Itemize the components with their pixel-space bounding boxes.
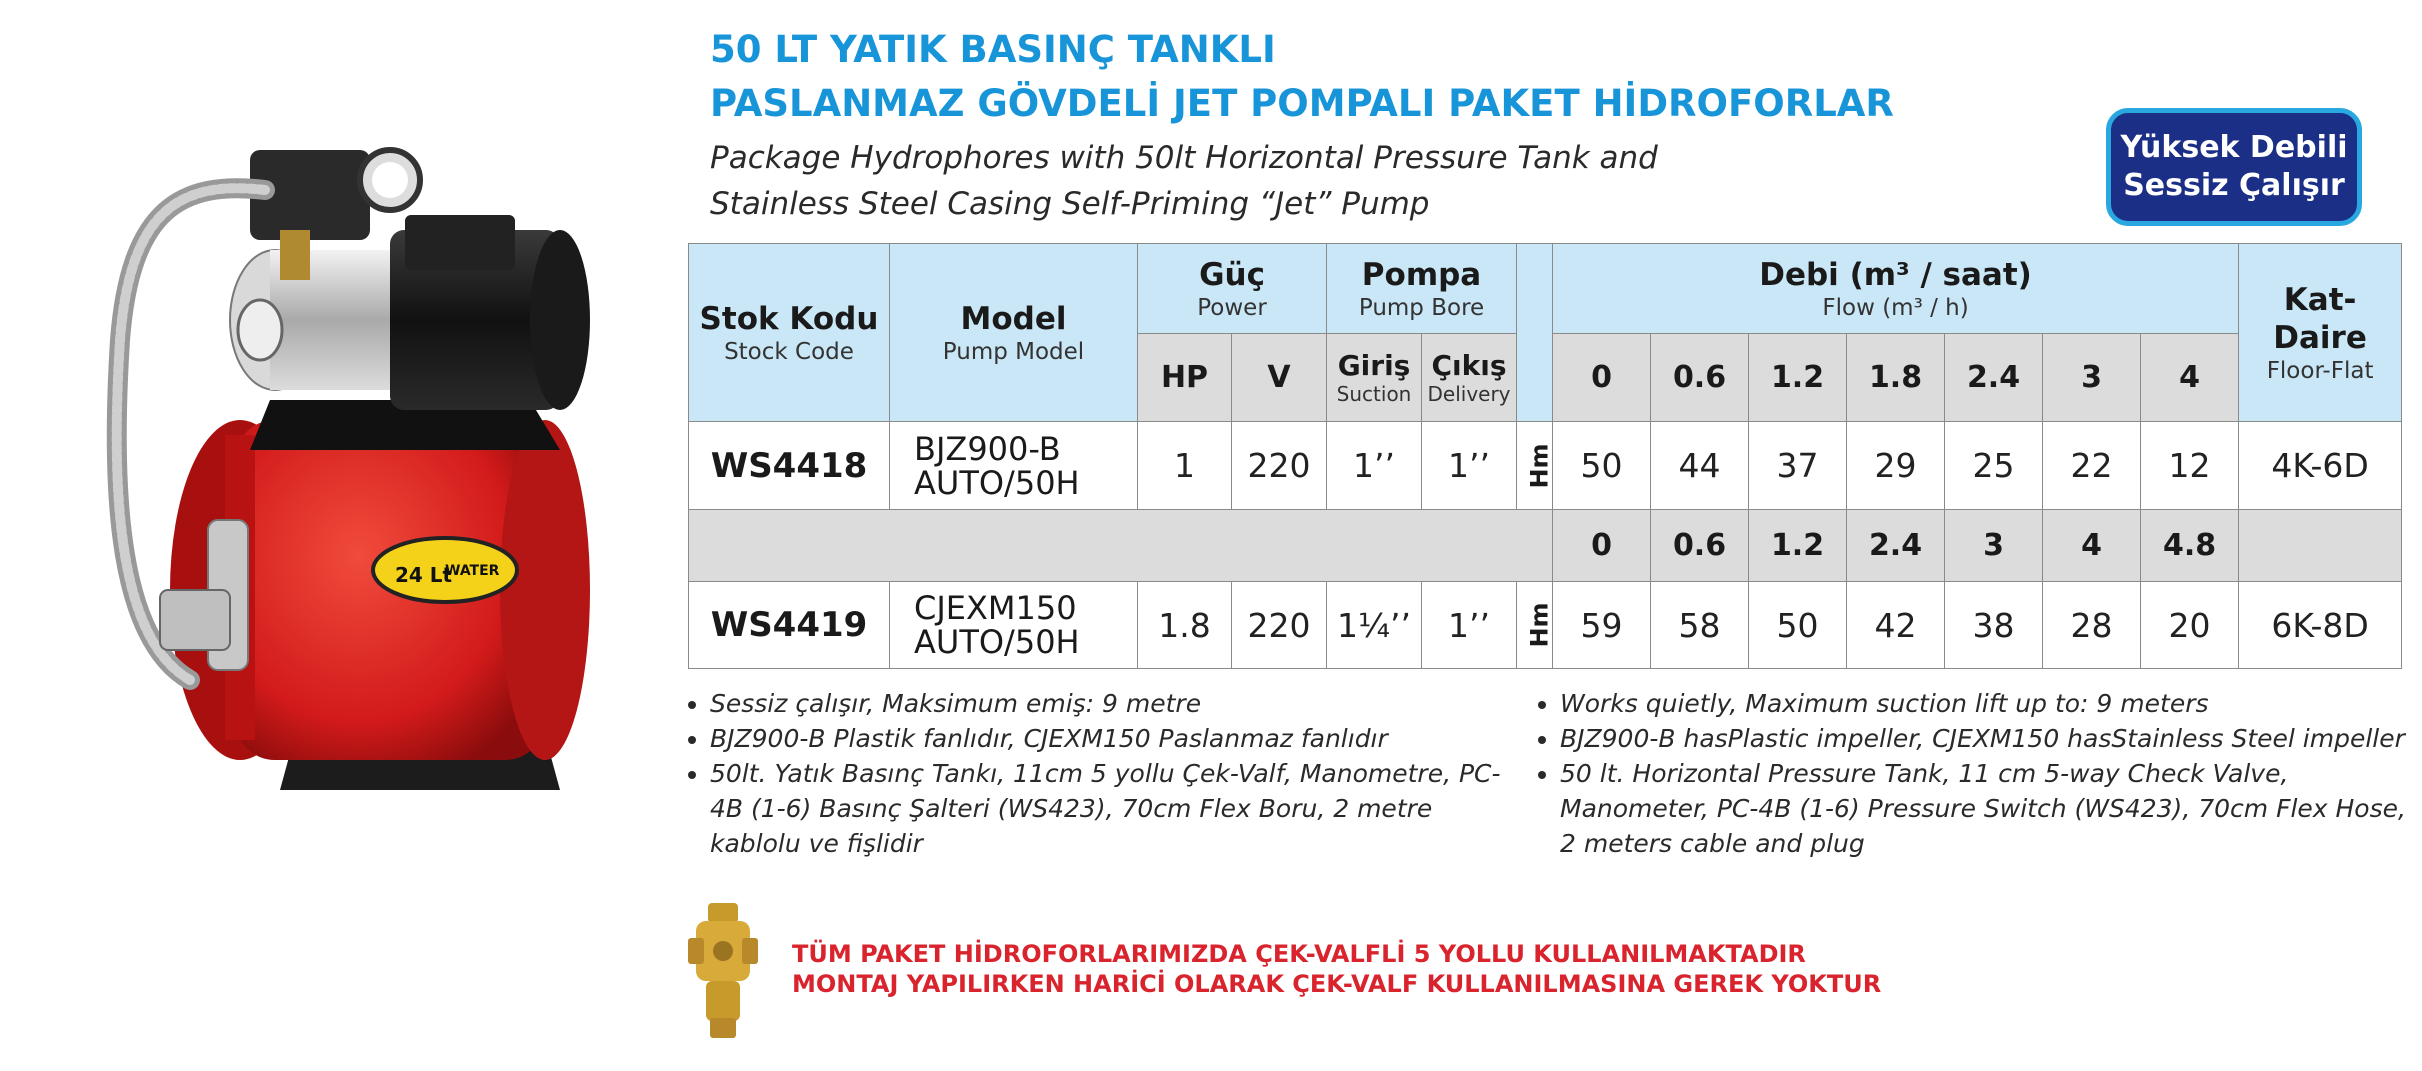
flow-header-spacer (689, 510, 1553, 582)
head-cell: 50 (1553, 422, 1651, 510)
head-cell: 58 (1651, 582, 1749, 669)
header-spacer (1517, 244, 1553, 422)
flow-header-cell: 0.6 (1651, 334, 1749, 422)
inlet-cell: 1¼’’ (1327, 582, 1422, 669)
flow-header-spacer (2239, 510, 2402, 582)
model-cell: BJZ900-B AUTO/50H (890, 422, 1138, 510)
header-outlet: Çıkış Delivery (1422, 334, 1517, 422)
note-item: • Works quietly, Maximum suction lift up to: 9 meters (1560, 686, 2408, 721)
spec-table (688, 243, 2402, 669)
tank-capacity-label: 24 Lt (395, 563, 453, 587)
note-item: • Sessiz çalışır, Maksimum emiş: 9 metre (710, 686, 1518, 721)
feature-badge (2106, 108, 2362, 226)
flow-header-cell: 0.6 (1651, 510, 1749, 582)
hm-label: Hm (1517, 582, 1553, 669)
head-cell: 50 (1749, 582, 1847, 669)
outlet-cell: 1’’ (1422, 422, 1517, 510)
flow-header-cell: 3 (1945, 510, 2043, 582)
page-title-line1: 50 LT YATIK BASINÇ TANKLI (710, 28, 1276, 71)
header-stock-code: Stok Kodu Stock Code (689, 244, 890, 422)
check-valve-image (688, 903, 758, 1038)
header-flow: Debi (m³ / saat) Flow (m³ / h) (1553, 244, 2239, 334)
voltage-cell: 220 (1232, 422, 1327, 510)
head-cell: 12 (2141, 422, 2239, 510)
flow-header-cell: 2.4 (1945, 334, 2043, 422)
header-v: V (1232, 334, 1327, 422)
flow-header-cell: 3 (2043, 334, 2141, 422)
floor-flat-cell: 4K-6D (2239, 422, 2402, 510)
notes-english (1538, 686, 2408, 861)
flow-header-cell: 1.2 (1749, 334, 1847, 422)
head-cell: 38 (1945, 582, 2043, 669)
inlet-cell: 1’’ (1327, 422, 1422, 510)
note-item: • 50 lt. Horizontal Pressure Tank, 11 cm 5-way Check Valve, Manometer, PC-4B (1-6) Pressure Switch (WS423), 70cm Flex Hose, 2 meters cable and plug (1560, 756, 2408, 861)
flow-header-cell: 1.8 (1847, 334, 1945, 422)
page-title-line2: PASLANMAZ GÖVDELİ JET POMPALI PAKET HİDROFORLAR (710, 82, 1894, 125)
hydrophore-product-image (40, 120, 660, 1000)
notes-turkish (688, 686, 1518, 861)
floor-flat-cell: 6K-8D (2239, 582, 2402, 669)
outlet-cell: 1’’ (1422, 582, 1517, 669)
badge-line2: Sessiz Çalışır (2123, 168, 2345, 203)
flow-header-cell: 0 (1553, 334, 1651, 422)
warning-line1: TÜM PAKET HİDROFORLARIMIZDA ÇEK-VALFLİ 5 YOLLU KULLANILMAKTADIR (792, 940, 1806, 968)
note-item: • 50lt. Yatık Basınç Tankı, 11cm 5 yollu Çek-Valf, Manometre, PC-4B (1-6) Basınç Şalteri (WS423), 70cm Flex Boru, 2 metre kablolu ve fişlidir (710, 756, 1518, 861)
hp-cell: 1.8 (1138, 582, 1232, 669)
head-cell: 59 (1553, 582, 1651, 669)
head-cell: 37 (1749, 422, 1847, 510)
table-row (689, 422, 2402, 510)
head-cell: 44 (1651, 422, 1749, 510)
table-row (689, 582, 2402, 669)
head-cell: 25 (1945, 422, 2043, 510)
model-cell: CJEXM150 AUTO/50H (890, 582, 1138, 669)
header-power: Güç Power (1138, 244, 1327, 334)
brand-label: WATER (445, 563, 500, 579)
stock-code-cell: WS4419 (689, 582, 890, 669)
flow-header-cell: 1.2 (1749, 510, 1847, 582)
header-model: Model Pump Model (890, 244, 1138, 422)
flow-header-cell: 4 (2141, 334, 2239, 422)
flow-header-cell: 4 (2043, 510, 2141, 582)
head-cell: 29 (1847, 422, 1945, 510)
note-item: • BJZ900-B Plastik fanlıdır, CJEXM150 Paslanmaz fanlıdır (710, 721, 1518, 756)
page-subtitle-line1: Package Hydrophores with 50lt Horizontal Pressure Tank and (710, 140, 1658, 176)
header-inlet: Giriş Suction (1327, 334, 1422, 422)
hp-cell: 1 (1138, 422, 1232, 510)
flow-header-cell: 0 (1553, 510, 1651, 582)
head-cell: 28 (2043, 582, 2141, 669)
warning-line2: MONTAJ YAPILIRKEN HARİCİ OLARAK ÇEK-VALF KULLANILMASINA GEREK YOKTUR (792, 970, 1882, 998)
header-pump: Pompa Pump Bore (1327, 244, 1517, 334)
head-cell: 20 (2141, 582, 2239, 669)
header-hp: HP (1138, 334, 1232, 422)
voltage-cell: 220 (1232, 582, 1327, 669)
flow-header-cell: 2.4 (1847, 510, 1945, 582)
stock-code-cell: WS4418 (689, 422, 890, 510)
head-cell: 42 (1847, 582, 1945, 669)
hm-label: Hm (1517, 422, 1553, 510)
flow-header-cell: 4.8 (2141, 510, 2239, 582)
header-floor-flat: Kat-Daire Floor-Flat (2239, 244, 2402, 422)
note-item: • BJZ900-B hasPlastic impeller, CJEXM150 hasStainless Steel impeller (1560, 721, 2408, 756)
badge-line1: Yüksek Debili (2120, 130, 2348, 165)
page-subtitle-line2: Stainless Steel Casing Self-Priming “Jet” Pump (710, 186, 1430, 222)
head-cell: 22 (2043, 422, 2141, 510)
